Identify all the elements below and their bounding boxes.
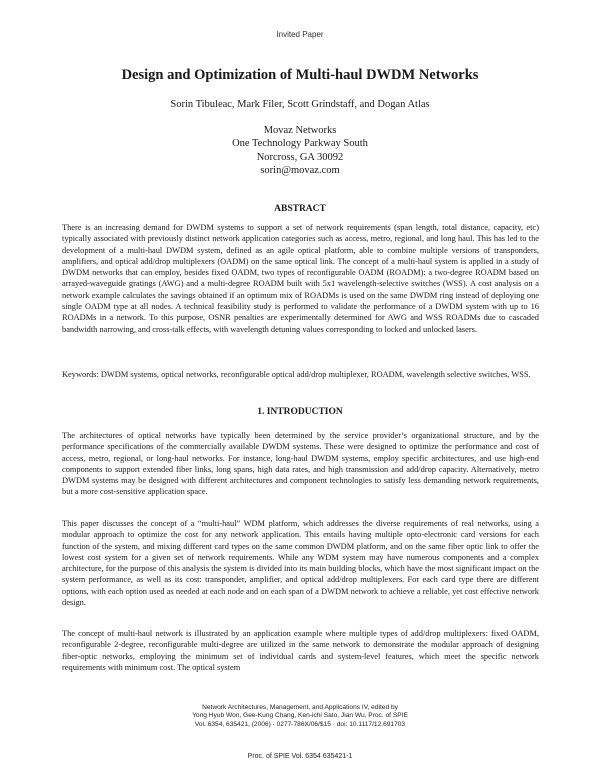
citation-footer (0, 704, 600, 729)
affiliation-city: Norcross, GA 30092 (256, 151, 344, 163)
paper-title: Design and Optimization of Multi-haul DWDM Networks (121, 67, 479, 83)
introduction-heading: 1. INTRODUCTION (257, 407, 343, 417)
affiliation-email: sorin@movaz.com (260, 165, 340, 177)
citation-line-2: Yong Hyub Won, Gee-Kung Chang, Ken-ichi Sato, Jian Wu, Proc. of SPIE (192, 712, 408, 720)
author-list: Sorin Tibuleac, Mark Filer, Scott Grindstaff, and Dogan Atlas (170, 99, 430, 110)
invited-paper-label: Invited Paper (276, 30, 324, 39)
citation-line-1: Network Architectures, Management, and Applications IV, edited by (202, 704, 398, 711)
citation-line-3: Vol. 6354, 635421, (2006) · 0277-786X/06/$15 · doi: 10.1117/12.691703 (194, 720, 406, 728)
affiliation-org: Movaz Networks (263, 125, 337, 136)
abstract-heading: ABSTRACT (274, 204, 326, 214)
affiliation-street: One Technology Parkway South (232, 138, 368, 150)
intro-paragraph-1: The architectures of optical networks have typically been determined by the service provider’s organizational structure, and by the performance specifications of the commercially available DWDM systems. These were designed to optimize the performance and cost of access, metro, regional, or long-haul networks. For instance, long-haul DWDM systems, employ specific architectures, and use high-end components to support extended fiber links, long spans, high data rates, and high transmission and add/drop capacity. Alternatively, metro DWDM systems may be designed with different architectures and component technologies to satisfy less demanding network requirements, but a more cost-sensitive application space. (62, 431, 539, 497)
intro-paragraph-3: The concept of multi-haul network is illustrated by an application example where multiple types of add/drop multiplexers: fixed OADM, reconfigurable 2-degree, reconfigurable multi-degree are utilized in the same network to demonstrate the modular approach of designing fiber-optic networks, employing the minimum set of individual cards and system-level features, which meet the specific network requirements with minimum cost. The optical system (62, 629, 539, 672)
keywords-text: Keywords: DWDM systems, optical networks, reconfigurable optical add/drop multiplexer, ROADM, wavelength selective switches, WSS. (62, 370, 531, 379)
abstract-text: There is an increasing demand for DWDM systems to support a set of network requirements (span length, total distance, capacity, etc) typically associated with previously distinct network application categories such as access, metro, regional, and long haul. This has led to the development of a multi-haul DWDM system, defined as an agile optical platform, able to combine multiple versions of transponders, amplifiers, and optical add/drop multiplexers (OADM) on the same optical link. The concept of a multi-haul system is applied in a study of DWDM networks that can employ, besides fixed OADM, two types of reconfigurable OADM (ROADM): a two-degree ROADM based on arrayed-waveguide gratings (AWG) and a multi-degree ROADM built with 5x1 wavelength-selective switches (WSS). A cost analysis on a network example calculates the savings obtained if an optimum mix of ROADMs is used on the same DWDM ring instead of deploying one single OADM type at all nodes. A technical feasibility study is performed to validate the performance of a DWDM system with up to 16 ROADMs in a network. To this purpose, OSNR penalties are experimentally determined for AWG and WSS ROADMs due to cascaded bandwidth narrowing, and cross-talk effects, with wavelength detuning values corresponding to locked and unlocked lasers. (62, 223, 539, 334)
intro-paragraph-2: This paper discusses the concept of a “multi-haul” WDM platform, which addresses the diverse requirements of real networks, using a modular approach to optimize the cost for any network application. This entails having multiple opto-electronic card versions for each function of the system, and mixing different card types on the same common DWDM platform, and on the same fiber optic link to offer the lowest cost system for a given set of network requirements. While any WDM system may have numerous components and a complex architecture, for the purpose of this analysis the system is divided into its main building blocks, which have the most significant impact on the system performance, as well as its cost: transponder, amplifier, and optical add/drop multiplexers. For each card type there are different options, with each option used as needed at each node and on each span of a DWDM network to achieve a reliable, yet cost effective network design. (62, 519, 539, 608)
page-number: Proc. of SPIE Vol. 6354 635421-1 (247, 753, 353, 760)
affiliation-block (0, 124, 600, 178)
